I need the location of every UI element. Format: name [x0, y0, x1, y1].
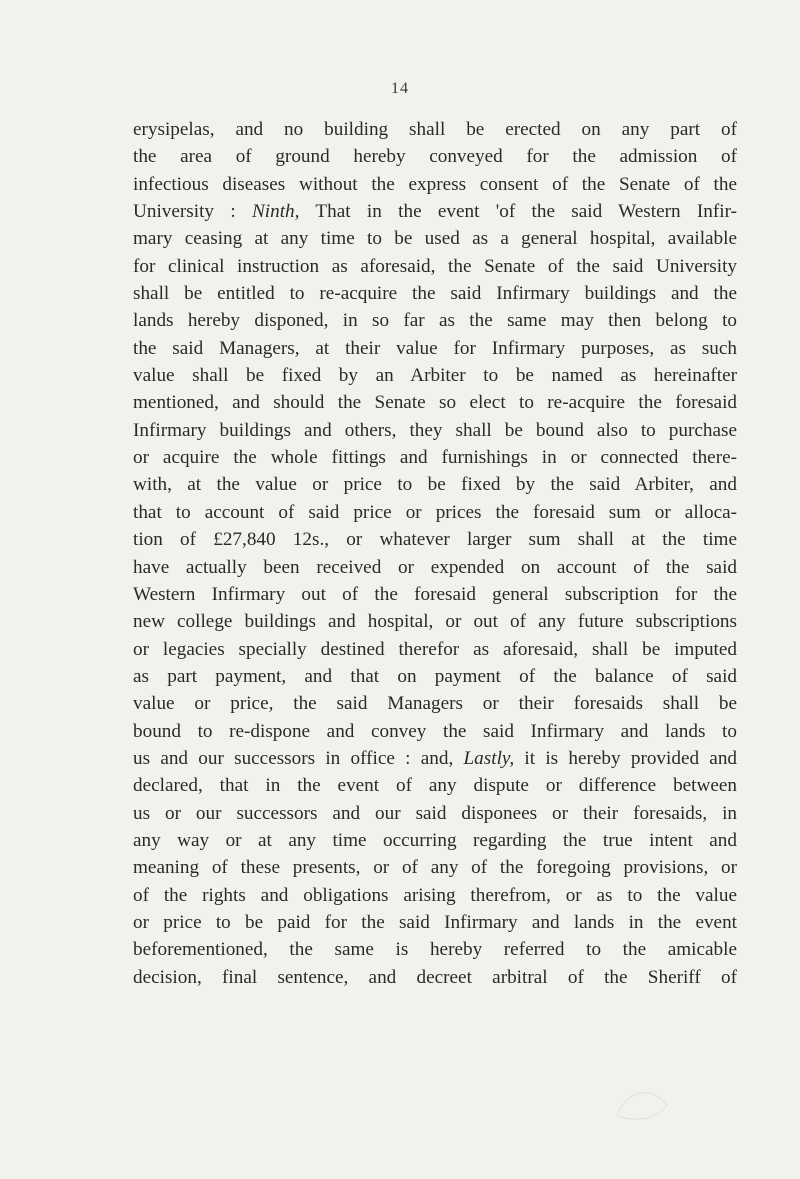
text-segment: University : — [133, 201, 252, 223]
text-line — [133, 909, 737, 936]
text-segment: bound to re-dispone and convey the said Infirmary and lands to — [133, 720, 737, 742]
text-segment: new college buildings and hospital, or out of any future subscriptions — [133, 611, 737, 633]
text-line — [133, 745, 737, 772]
italic-text: Ninth, — [251, 201, 300, 223]
text-line — [133, 280, 737, 307]
text-segment: any way or at any time occurring regarding the true intent and — [133, 829, 737, 851]
text-line — [133, 389, 737, 416]
text-line — [133, 581, 737, 608]
body-text — [133, 116, 737, 991]
text-line — [133, 854, 737, 881]
text-segment: or acquire the whole fittings and furnishings in or connected there- — [133, 447, 737, 469]
text-segment: mary ceasing at any time to be used as a general hospital, available — [133, 228, 737, 250]
text-line — [133, 444, 737, 471]
page-number: 14 — [391, 80, 409, 97]
text-line — [133, 198, 737, 225]
text-segment: or price to be paid for the said Infirmary and lands in the event — [133, 911, 737, 933]
text-line — [133, 718, 737, 745]
text-segment: That in the event 'of the said Western Infir- — [299, 201, 737, 223]
text-line — [133, 253, 737, 280]
text-segment: of the rights and obligations arising therefrom, or as to the value — [133, 884, 737, 906]
text-line — [133, 362, 737, 389]
text-segment: it is hereby provided and — [514, 747, 738, 769]
text-line — [133, 882, 737, 909]
text-line — [133, 335, 737, 362]
text-segment: erysipelas, and no building shall be erected on any part of — [133, 119, 737, 140]
text-line — [133, 663, 737, 690]
text-segment: mentioned, and should the Senate so elect to re-acquire the foresaid — [133, 392, 737, 414]
text-line — [133, 471, 737, 498]
text-line — [133, 307, 737, 334]
text-segment: Western Infirmary out of the foresaid general subscription for the — [133, 583, 737, 605]
paper-stain — [612, 1085, 672, 1125]
text-segment: that to account of said price or prices the foresaid sum or alloca- — [133, 501, 737, 523]
text-line — [133, 964, 737, 991]
text-line — [133, 499, 737, 526]
text-segment: decision, final sentence, and decreet arbitral of the Sheriff of — [133, 966, 737, 988]
text-line — [133, 526, 737, 553]
text-segment: us and our successors in office : and, — [133, 747, 464, 769]
text-line — [133, 936, 737, 963]
text-segment: the area of ground hereby conveyed for the admission of — [133, 146, 737, 168]
text-segment: value or price, the said Managers or their foresaids shall be — [133, 693, 737, 715]
text-segment: for clinical instruction as aforesaid, the Senate of the said University — [133, 255, 737, 277]
text-segment: value shall be fixed by an Arbiter to be named as hereinafter — [133, 365, 737, 387]
text-segment: us or our successors and our said disponees or their foresaids, in — [133, 802, 737, 824]
text-segment: Infirmary buildings and others, they shall be bound also to purchase — [133, 419, 737, 441]
text-line — [133, 554, 737, 581]
text-line — [133, 772, 737, 799]
text-segment: shall be entitled to re-acquire the said Infirmary buildings and the — [133, 283, 737, 305]
text-segment: the said Managers, at their value for Infirmary purposes, as such — [133, 337, 737, 359]
text-segment: declared, that in the event of any dispute or difference between — [133, 775, 737, 797]
italic-text: Lastly, — [463, 747, 515, 769]
text-line — [133, 827, 737, 854]
text-line — [133, 143, 737, 170]
text-line — [133, 116, 737, 143]
text-segment: with, at the value or price to be fixed by the said Arbiter, and — [133, 474, 737, 496]
text-line — [133, 608, 737, 635]
text-line — [133, 417, 737, 444]
text-segment: lands hereby disponed, in so far as the same may then belong to — [133, 310, 737, 332]
text-segment: infectious diseases without the express consent of the Senate of the — [133, 173, 737, 195]
text-segment: or legacies specially destined therefor as aforesaid, shall be imputed — [133, 638, 737, 660]
text-line — [133, 636, 737, 663]
text-line — [133, 800, 737, 827]
text-segment: meaning of these presents, or of any of the foregoing provisions, or — [133, 857, 737, 879]
text-segment: as part payment, and that on payment of the balance of said — [133, 665, 737, 687]
text-segment: have actually been received or expended on account of the said — [133, 556, 737, 578]
text-segment: tion of £27,840 12s., or whatever larger sum shall at the time — [133, 529, 737, 551]
text-line — [133, 690, 737, 717]
text-line — [133, 171, 737, 198]
text-segment: beforementioned, the same is hereby referred to the amicable — [133, 939, 737, 961]
text-line — [133, 225, 737, 252]
